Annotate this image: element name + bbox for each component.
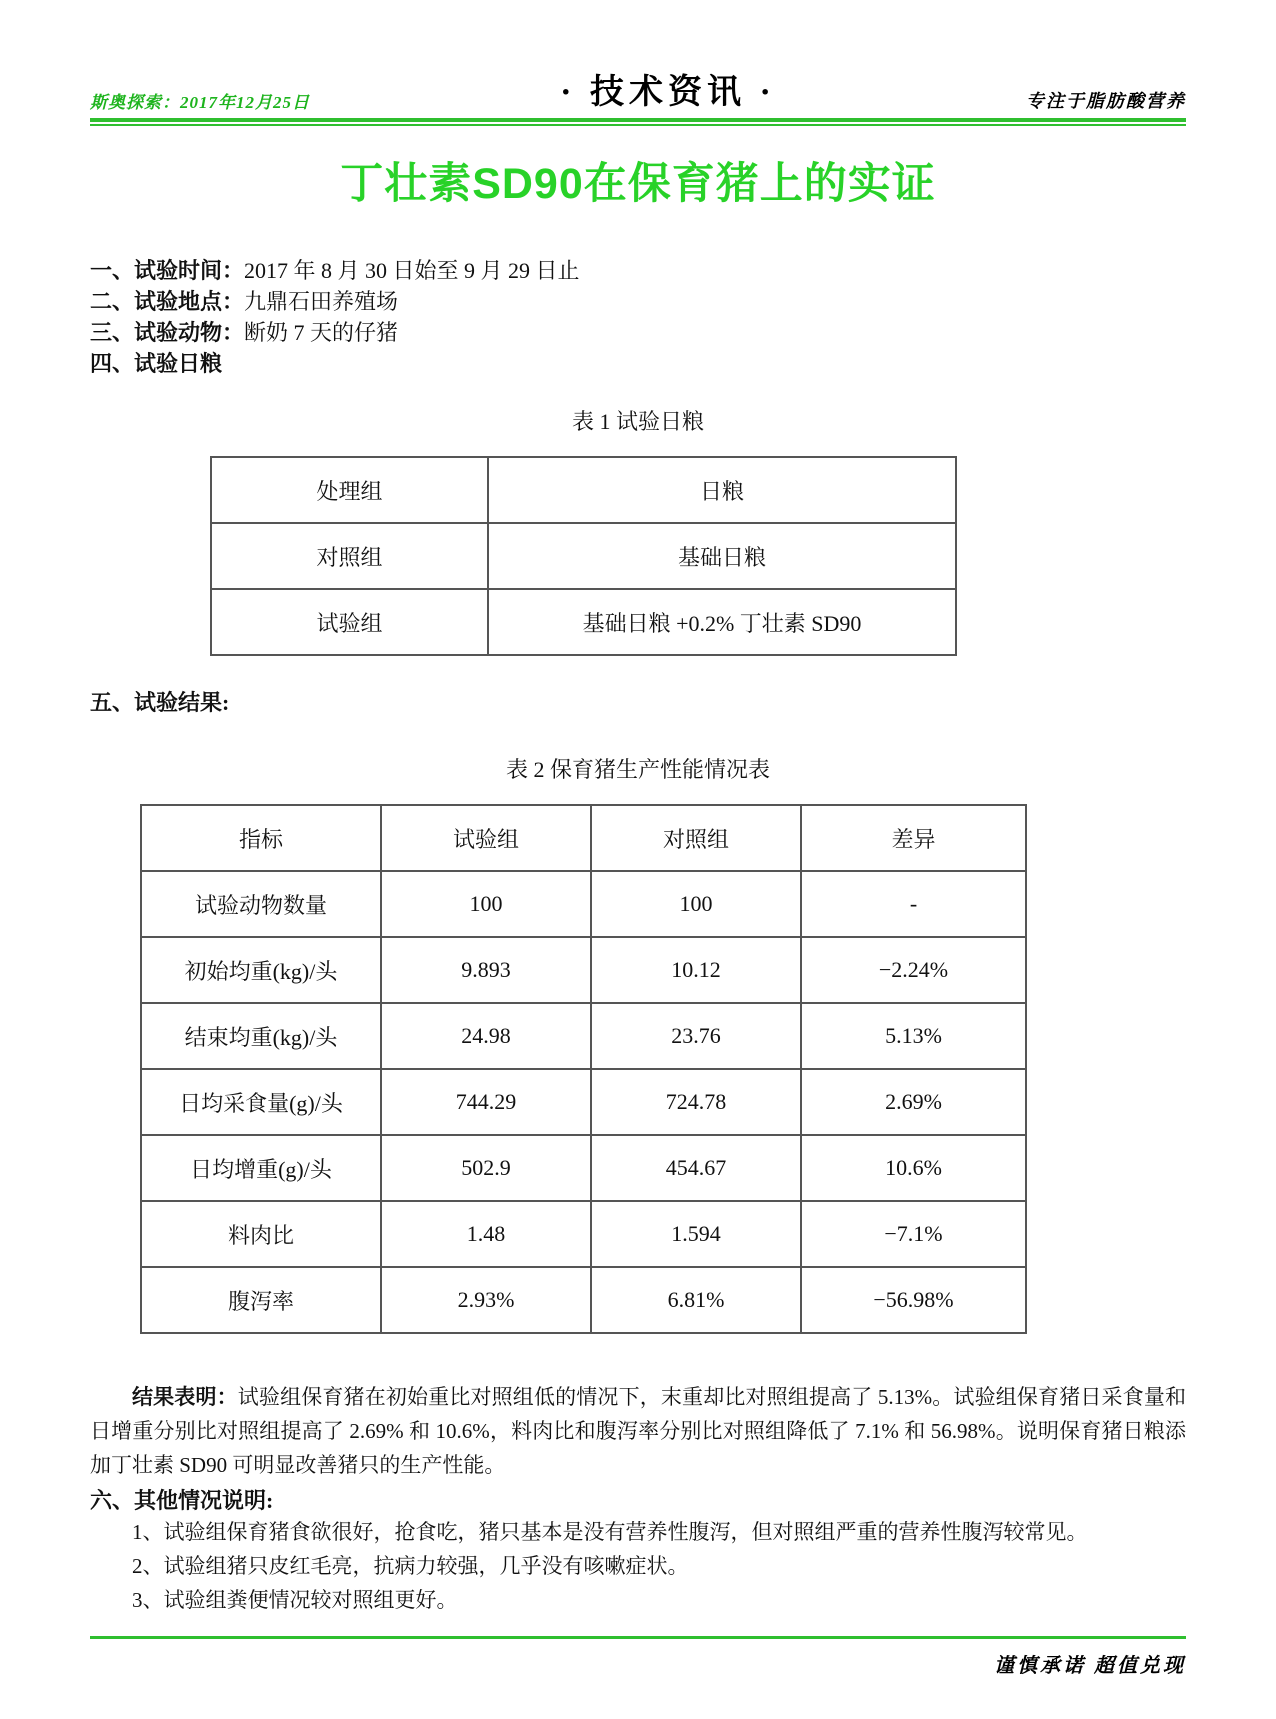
table-cell: −7.1% bbox=[801, 1201, 1026, 1267]
diet-table-body bbox=[211, 457, 956, 655]
table-cell: −2.24% bbox=[801, 937, 1026, 1003]
meta-value: 九鼎石田养殖场 bbox=[244, 289, 399, 314]
table-row bbox=[211, 457, 956, 523]
column-header: 指标 bbox=[141, 805, 381, 871]
table-cell: −56.98% bbox=[801, 1267, 1026, 1333]
table-cell: 对照组 bbox=[211, 523, 488, 589]
table-cell: 724.78 bbox=[591, 1069, 801, 1135]
table-cell: 24.98 bbox=[381, 1003, 591, 1069]
table-row bbox=[211, 589, 956, 655]
meta-line bbox=[90, 348, 1186, 379]
table-cell: 454.67 bbox=[591, 1135, 801, 1201]
meta-label: 三、试验动物： bbox=[90, 320, 245, 345]
table-row bbox=[141, 1201, 1026, 1267]
table-row bbox=[141, 871, 1026, 937]
results-label: 结果表明： bbox=[132, 1385, 238, 1409]
section6-heading: 六、其他情况说明: bbox=[90, 1488, 274, 1513]
table-cell: 初始均重(kg)/头 bbox=[141, 937, 381, 1003]
meta-line bbox=[90, 286, 1186, 317]
column-header: 试验组 bbox=[381, 805, 591, 871]
table-row bbox=[141, 1267, 1026, 1333]
table-cell: 100 bbox=[381, 871, 591, 937]
table-cell: 日粮 bbox=[488, 457, 956, 523]
table-cell: 2.93% bbox=[381, 1267, 591, 1333]
header-column-title: · 技术资讯 · bbox=[560, 74, 776, 111]
table-cell: 试验动物数量 bbox=[141, 871, 381, 937]
header-rule bbox=[90, 118, 1186, 126]
table-cell: 日均采食量(g)/头 bbox=[141, 1069, 381, 1135]
table-cell: 基础日粮 bbox=[488, 523, 956, 589]
page-footer bbox=[90, 1636, 1186, 1678]
note-item: 3、试验组粪便情况较对照组更好。 bbox=[132, 1588, 458, 1612]
table-cell: 腹泻率 bbox=[141, 1267, 381, 1333]
page-header bbox=[90, 0, 1186, 113]
meta-line bbox=[90, 317, 1186, 348]
meta-value: 断奶 7 天的仔猪 bbox=[244, 320, 399, 345]
table1-caption: 表 1 试验日粮 bbox=[571, 409, 704, 434]
performance-table-head bbox=[141, 805, 1026, 871]
table-cell: 1.594 bbox=[591, 1201, 801, 1267]
table-row bbox=[141, 1135, 1026, 1201]
table-cell: 502.9 bbox=[381, 1135, 591, 1201]
table-cell: 1.48 bbox=[381, 1201, 591, 1267]
meta-label: 四、试验日粮 bbox=[90, 351, 223, 376]
column-header: 对照组 bbox=[591, 805, 801, 871]
column-header: 差异 bbox=[801, 805, 1026, 871]
table-cell: 结束均重(kg)/头 bbox=[141, 1003, 381, 1069]
note-item: 1、试验组保育猪食欲很好，抢食吃，猪只基本是没有营养性腹泻，但对照组严重的营养性腹泻较常见。 bbox=[132, 1520, 1088, 1544]
table-cell: 744.29 bbox=[381, 1069, 591, 1135]
header-date-text: 斯奥探索：2017年12月25日 bbox=[90, 93, 310, 112]
table-cell: 日均增重(g)/头 bbox=[141, 1135, 381, 1201]
meta-line bbox=[90, 255, 1186, 286]
footer-rule bbox=[90, 1636, 1186, 1639]
table-cell: 23.76 bbox=[591, 1003, 801, 1069]
page-title: 丁壮素SD90在保育猪上的实证 bbox=[340, 160, 936, 208]
section5-heading: 五、试验结果: bbox=[90, 690, 230, 715]
meta-label: 二、试验地点： bbox=[90, 289, 245, 314]
results-text: 试验组保育猪在初始重比对照组低的情况下，末重却比对照组提高了 5.13%。试验组保育猪日采食量和日增重分别比对照组提高了 2.69% 和 10.6%，料肉比和腹泻率分别比对照组降低了 7.1% 和 56.98%。说明保育猪日粮添加丁壮素 SD90 可明显改善猪只的生产性能。 bbox=[90, 1385, 1186, 1477]
meta-value: 2017 年 8 月 30 日始至 9 月 29 日止 bbox=[244, 258, 580, 283]
table-row bbox=[141, 937, 1026, 1003]
table-cell: 100 bbox=[591, 871, 801, 937]
header-slogan-text: 专注于脂肪酸营养 bbox=[1026, 91, 1186, 111]
table-cell: 试验组 bbox=[211, 589, 488, 655]
table-header-row bbox=[141, 805, 1026, 871]
table-cell: 10.6% bbox=[801, 1135, 1026, 1201]
table-cell: - bbox=[801, 871, 1026, 937]
table-cell: 6.81% bbox=[591, 1267, 801, 1333]
table-cell: 2.69% bbox=[801, 1069, 1026, 1135]
performance-table bbox=[140, 804, 1027, 1334]
table-cell: 料肉比 bbox=[141, 1201, 381, 1267]
meta-label: 一、试验时间： bbox=[90, 258, 245, 283]
meta-list bbox=[90, 255, 1186, 379]
table-row bbox=[211, 523, 956, 589]
table-row bbox=[141, 1069, 1026, 1135]
table-cell: 基础日粮 +0.2% 丁壮素 SD90 bbox=[488, 589, 956, 655]
performance-table-body bbox=[141, 871, 1026, 1333]
footer-slogan: 谨慎承诺 超值兑现 bbox=[994, 1655, 1186, 1677]
table-cell: 处理组 bbox=[211, 457, 488, 523]
table2-caption: 表 2 保育猪生产性能情况表 bbox=[505, 757, 770, 782]
table-cell: 9.893 bbox=[381, 937, 591, 1003]
table-row bbox=[141, 1003, 1026, 1069]
section6-items bbox=[90, 1515, 1186, 1617]
note-item: 2、试验组猪只皮红毛亮，抗病力较强，几乎没有咳嗽症状。 bbox=[132, 1554, 689, 1578]
table-cell: 10.12 bbox=[591, 937, 801, 1003]
diet-table bbox=[210, 456, 957, 656]
table-cell: 5.13% bbox=[801, 1003, 1026, 1069]
results-paragraph bbox=[90, 1380, 1186, 1482]
